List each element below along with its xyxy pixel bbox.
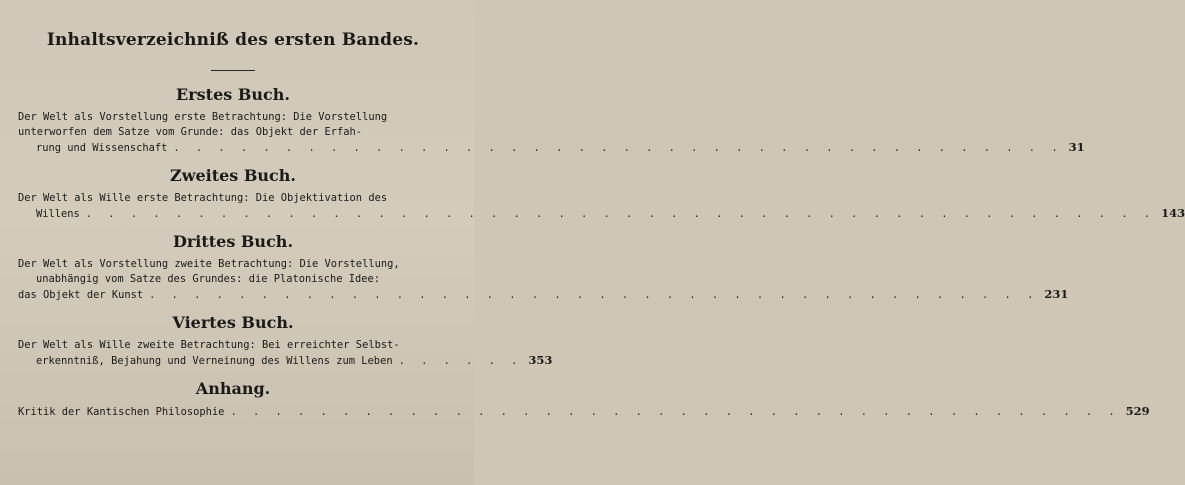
- entry-line: Der Welt als Vorstellung erste Betrachtung: Die Vorstellung: [18, 111, 388, 123]
- entry-line: unterworfen dem Satze vom Grunde: das Objekt der Erfah-: [18, 126, 363, 138]
- appendix-section: [18, 379, 1150, 420]
- entry-line: Der Welt als Wille erste Betrachtung: Die Objektivation des: [18, 192, 388, 204]
- page-number: 231: [1044, 287, 1069, 301]
- entry-line: Der Welt als Wille zweite Betrachtung: Bei erreichter Selbst-: [18, 339, 400, 351]
- entry-last-line: [18, 404, 1150, 420]
- leader-dots: . . . . . . . . . . . . . . . . . . . . . . . . . . . . . . . . . . . . . . . . . . . . . . . .: [85, 208, 1156, 220]
- book-heading: Anhang.: [195, 379, 271, 398]
- toc-entry[interactable]: [18, 257, 1069, 303]
- page-number: 31: [1068, 140, 1085, 154]
- book-section-2: [18, 166, 1185, 222]
- leader-dots: . . . . . . . . . . . . . . . . . . . . . . . . . . . . . . . . . . . . . . . .: [173, 142, 1063, 154]
- entry-line: das Objekt der Kunst: [18, 289, 144, 301]
- book-section-4: [18, 313, 553, 369]
- entry-line: Kritik der Kantischen Philosophie: [18, 406, 225, 418]
- entry-line: erkenntniß, Bejahung und Verneinung des Willens zum Leben: [36, 355, 393, 367]
- entry-line: Willens: [36, 208, 80, 220]
- page-title: Inhaltsverzeichniß des ersten Bandes.: [46, 30, 420, 50]
- book-section-1: [18, 85, 1085, 156]
- entry-line: unabhängig vom Satze des Grundes: die Platonische Idee:: [36, 273, 381, 285]
- entry-last-line: [18, 353, 553, 369]
- entry-line: rung und Wissenschaft: [36, 142, 168, 154]
- page-number: 143: [1161, 206, 1185, 220]
- entry-last-line: [18, 206, 1185, 222]
- leader-dots: . . . . . . . . . . . . . . . . . . . . . . . . . . . . . . . . . . . . . . . .: [230, 406, 1120, 418]
- entry-last-line: [18, 140, 1085, 156]
- title-divider: [211, 70, 255, 71]
- book-heading: Zweites Buch.: [170, 166, 296, 185]
- entry-line: Der Welt als Vorstellung zweite Betrachtung: Die Vorstellung,: [18, 258, 400, 270]
- toc-entry[interactable]: [18, 110, 1085, 156]
- book-heading: Viertes Buch.: [172, 313, 294, 332]
- book-heading: Drittes Buch.: [172, 232, 294, 251]
- leader-dots: . . . . . . . . . . . . . . . . . . . . . . . . . . . . . . . . . . . . . . . .: [149, 289, 1039, 301]
- book-section-3: [18, 232, 1069, 303]
- book-heading: Erstes Buch.: [176, 85, 290, 104]
- page-number: 353: [528, 353, 553, 367]
- toc-entry[interactable]: [18, 404, 1150, 420]
- page-number: 529: [1125, 404, 1150, 418]
- leader-dots: . . . . . .: [398, 355, 523, 367]
- toc-entry[interactable]: [18, 191, 1185, 222]
- toc-entry[interactable]: [18, 338, 553, 369]
- entry-last-line: [18, 287, 1069, 303]
